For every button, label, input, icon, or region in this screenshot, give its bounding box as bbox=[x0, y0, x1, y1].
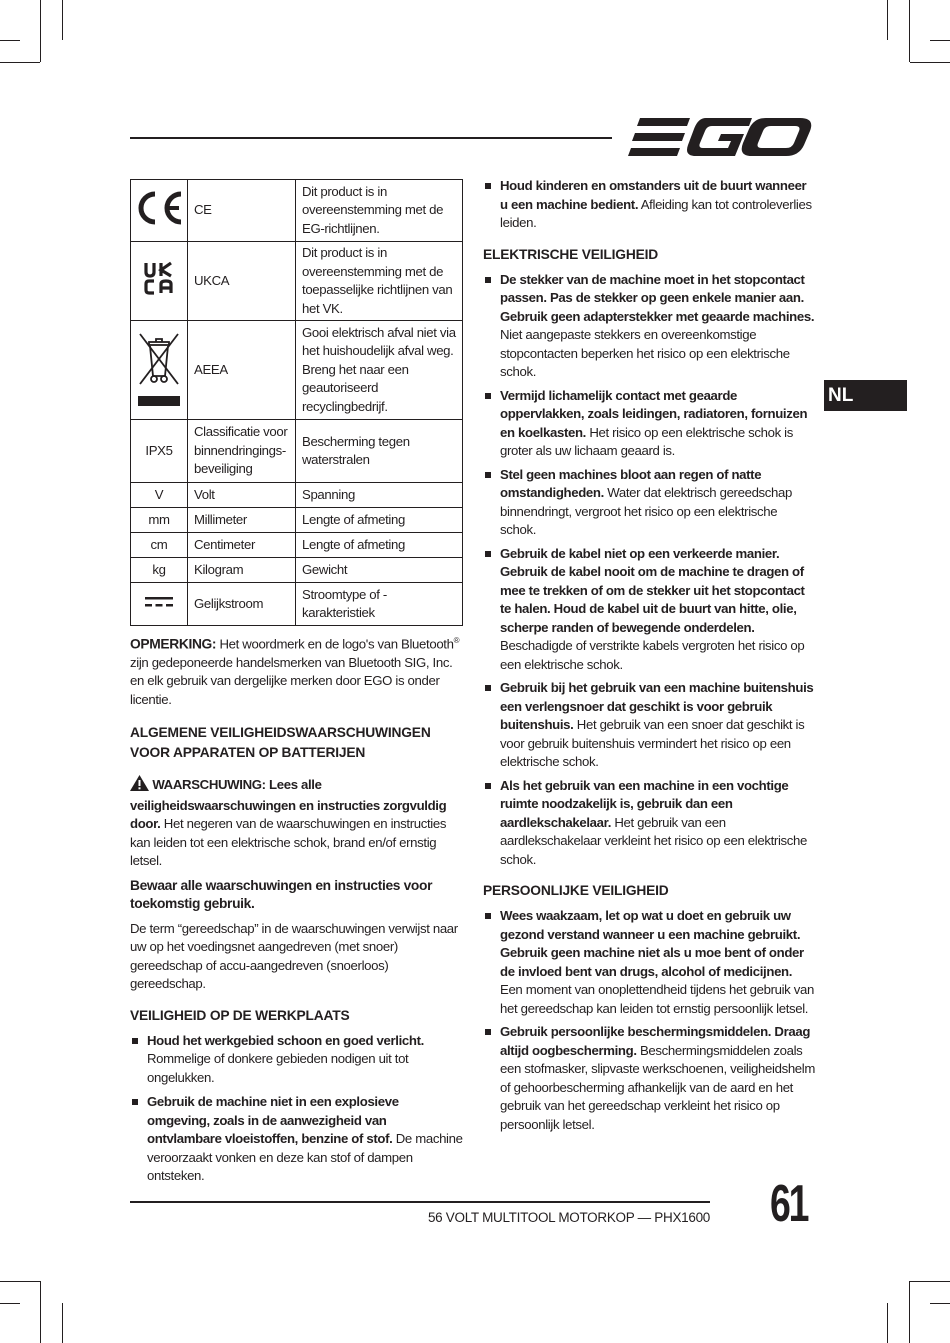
item-bold: De stekker van de machine moet in het stopcontact passen. Pas de stekker op geen enkele manier aan. Gebruik geen adapterstekker met geaarde machines. bbox=[500, 271, 815, 324]
symbol-name: Volt bbox=[188, 483, 296, 508]
list-item bbox=[483, 545, 815, 675]
note-text: Het woordmerk en de logo's van Bluetooth bbox=[216, 636, 454, 652]
symbol-name: Kilogram bbox=[188, 558, 296, 583]
section-heading: VEILIGHEID OP DE WERKPLAATS bbox=[130, 1007, 350, 1023]
ukca-mark-icon bbox=[131, 242, 188, 321]
symbol-name: CE bbox=[188, 180, 296, 242]
table-row bbox=[131, 483, 463, 508]
symbol-code: IPX5 bbox=[131, 420, 188, 483]
symbol-meaning: Lengte of afmeting bbox=[296, 533, 463, 558]
list-item bbox=[483, 777, 815, 870]
crop-mark bbox=[62, 0, 63, 40]
weee-crossed-bin-icon bbox=[131, 321, 188, 420]
table-row bbox=[131, 180, 463, 242]
header-rule bbox=[130, 137, 612, 139]
crop-mark bbox=[40, 1281, 41, 1343]
direct-current-icon bbox=[131, 583, 188, 626]
symbol-name: Centimeter bbox=[188, 533, 296, 558]
item-bold: Wees waakzaam, let op wat u doet en gebruik uw gezond verstand wanneer u een machine gebruikt. Gebruik geen machine niet als u moe bent of onder de invloed bent van drugs, alcohol of medicijnen. bbox=[500, 908, 804, 979]
symbol-name: UKCA bbox=[188, 242, 296, 321]
symbol-name: Millimeter bbox=[188, 508, 296, 533]
section-heading: ALGEMENE VEILIGHEIDSWAARSCHUWINGEN VOOR APPARATEN OP BATTERIJEN bbox=[130, 725, 431, 761]
registered-mark: ® bbox=[453, 636, 460, 645]
crop-mark bbox=[887, 1303, 888, 1343]
keep-instructions: Bewaar alle waarschuwingen en instructies voor toekomstig gebruik. bbox=[130, 877, 433, 912]
symbol-meaning: Lengte of afmeting bbox=[296, 508, 463, 533]
item-text: Beschermingsmiddelen zoals een stofmasker, slipvaste werkschoenen, veiligheidshelm of gehoorbescherming afhankelijk van de aard en het gebruik van het gereedschap verkleint het risico op persoonlijk letsel. bbox=[500, 1042, 816, 1132]
left-column bbox=[130, 179, 463, 1186]
item-bold: Gebruik bij het gebruik van een machine buitenshuis een verlengsnoer dat geschikt is voor gebruik buitenshuis. bbox=[500, 680, 814, 732]
crop-mark bbox=[40, 0, 41, 62]
crop-mark bbox=[0, 40, 20, 41]
table-row bbox=[131, 242, 463, 321]
symbol-code: cm bbox=[131, 533, 188, 558]
crop-mark bbox=[909, 0, 910, 62]
symbol-name: AEEA bbox=[188, 321, 296, 420]
symbol-code: mm bbox=[131, 508, 188, 533]
item-text: Afleiding kan tot controleverlies leiden. bbox=[500, 196, 812, 230]
item-text: Niet aangepaste stekkers en overeenkomstige stopcontacten beperken het risico op een elektrische schok. bbox=[500, 327, 790, 379]
ego-logo bbox=[628, 116, 812, 163]
item-bold: Houd kinderen en omstanders uit de buurt wanneer u een machine bedient. bbox=[500, 178, 807, 212]
crop-mark bbox=[910, 62, 950, 63]
ce-mark-icon bbox=[131, 180, 188, 242]
crop-mark bbox=[909, 1281, 910, 1343]
item-bold: Stel geen machines bloot aan regen of natte omstandigheden. bbox=[500, 466, 762, 500]
item-bold: Gebruik de kabel niet op een verkeerde manier. Gebruik de kabel nooit om de machine te dragen of mee te trekken of om de stekker uit het stopcontact te halen. Houd de kabel uit de buurt van hitte, olie, scherpe randen of bewegende onderdelen. bbox=[500, 545, 805, 635]
footer-rule bbox=[130, 1201, 710, 1203]
personal-list bbox=[483, 907, 815, 1134]
list-item bbox=[483, 1023, 815, 1134]
list-item bbox=[483, 466, 815, 540]
right-column bbox=[483, 177, 815, 1134]
warning-bold: WAARSCHUWING: Lees alle veiligheidswaarschuwingen en instructies zorgvuldig door. bbox=[130, 777, 447, 832]
symbol-meaning: Dit product is in overeenstemming met de EG-richtlijnen. bbox=[296, 180, 463, 242]
table-row bbox=[131, 321, 463, 420]
symbol-meaning: Gewicht bbox=[296, 558, 463, 583]
warning-paragraph bbox=[130, 775, 463, 871]
note-paragraph bbox=[130, 632, 463, 709]
symbol-code: kg bbox=[131, 558, 188, 583]
table-row bbox=[131, 533, 463, 558]
crop-mark bbox=[887, 0, 888, 40]
symbol-meaning: Stroomtype of -karakteristiek bbox=[296, 583, 463, 626]
list-item bbox=[483, 387, 815, 461]
workplace-list bbox=[130, 1032, 463, 1186]
section-heading: ELEKTRISCHE VEILIGHEID bbox=[483, 246, 658, 262]
table-row bbox=[131, 508, 463, 533]
item-text: Een moment van onoplettendheid tijdens het gebruik van het gereedschap kan leiden tot ernstig persoonlijk letsel. bbox=[500, 982, 814, 1016]
footer-product: 56 VOLT MULTITOOL MOTORKOP — PHX1600 bbox=[427, 1210, 710, 1225]
crop-mark bbox=[62, 1303, 63, 1343]
item-bold: Gebruik de machine niet in een explosieve omgeving, zoals in de aanwezigheid van ontvlambare vloeistoffen, benzine of stof. bbox=[147, 1094, 399, 1147]
symbol-meaning: Bescherming tegen waterstralen bbox=[296, 420, 463, 483]
table-row bbox=[131, 583, 463, 626]
note-label: OPMERKING: bbox=[130, 636, 217, 652]
item-text: Rommelige of donkere gebieden nodigen uit tot ongelukken. bbox=[147, 1051, 409, 1085]
item-text: Water dat elektrisch gereedschap binnendringt, vergroot het risico op een elektrische schok. bbox=[500, 485, 792, 537]
list-item bbox=[483, 177, 815, 233]
symbol-name: Classificatie voor binnendringings-beveiliging bbox=[188, 420, 296, 483]
symbol-name: Gelijkstroom bbox=[188, 583, 296, 626]
item-bold: Als het gebruik van een machine in een vochtige ruimte noodzakelijk is, gebruik dan een aardlekschakelaar. bbox=[500, 777, 789, 830]
item-text: Het risico op een elektrische schok is groter als uw lichaam geaard is. bbox=[500, 424, 793, 458]
crop-mark bbox=[930, 40, 950, 41]
warning-text: Het negeren van de waarschuwingen en instructies kan leiden tot een elektrische schok, brand en/of ernstig letsel. bbox=[130, 816, 447, 869]
crop-mark bbox=[0, 1281, 40, 1282]
page-number: 61 bbox=[770, 1175, 808, 1233]
electrical-list bbox=[483, 271, 815, 870]
crop-mark bbox=[930, 1303, 950, 1304]
list-item bbox=[483, 679, 815, 772]
note-text: zijn gedeponeerde handelsmerken van Bluetooth SIG, Inc. en elk gebruik van dergelijke merken door EGO is onder licentie. bbox=[130, 654, 453, 707]
symbol-table bbox=[130, 179, 463, 626]
symbol-meaning: Spanning bbox=[296, 483, 463, 508]
list-item bbox=[483, 907, 815, 1018]
symbol-code: V bbox=[131, 483, 188, 508]
crop-mark bbox=[0, 62, 40, 63]
table-row bbox=[131, 558, 463, 583]
item-text: Beschadigde of verstrikte kabels vergroten het risico op een elektrische schok. bbox=[500, 638, 805, 672]
workplace-list-continued bbox=[483, 177, 815, 233]
list-item bbox=[130, 1032, 463, 1088]
symbol-meaning: Dit product is in overeenstemming met de toepasselijke richtlijnen van het VK. bbox=[296, 242, 463, 321]
crop-mark bbox=[910, 1281, 950, 1282]
item-bold: Gebruik persoonlijke beschermingsmiddelen. Draag altijd oogbescherming. bbox=[500, 1024, 811, 1058]
item-text: De machine veroorzaakt vonken en deze kan stof of dampen ontsteken. bbox=[147, 1131, 463, 1184]
language-tab: NL bbox=[824, 380, 907, 411]
item-bold: Houd het werkgebied schoon en goed verlicht. bbox=[147, 1032, 424, 1048]
list-item bbox=[483, 271, 815, 382]
item-text: Het gebruik van een snoer dat geschikt is voor gebruik buitenshuis vermindert het risico op een elektrische schok. bbox=[500, 717, 805, 769]
list-item bbox=[130, 1093, 463, 1186]
item-text: Het gebruik van een aardlekschakelaar verkleint het risico op een elektrische schok. bbox=[500, 814, 807, 867]
table-row bbox=[131, 420, 463, 483]
item-bold: Vermijd lichamelijk contact met geaarde oppervlakken, zoals leidingen, radiatoren, fornuizen en koelkasten. bbox=[500, 387, 808, 440]
symbol-meaning: Gooi elektrisch afval niet via het huishoudelijk afval weg. Breng het naar een geautoriseerd recyclingbedrijf. bbox=[296, 321, 463, 420]
warning-triangle-icon bbox=[130, 775, 149, 797]
term-paragraph: De term “gereedschap” in de waarschuwingen verwijst naar uw op het voedingsnet aangedreven (met snoer) gereedschap of accu-aangedreven (snoerloos) gereedschap. bbox=[130, 920, 458, 992]
section-heading: PERSOONLIJKE VEILIGHEID bbox=[483, 883, 669, 898]
crop-mark bbox=[0, 1303, 20, 1304]
